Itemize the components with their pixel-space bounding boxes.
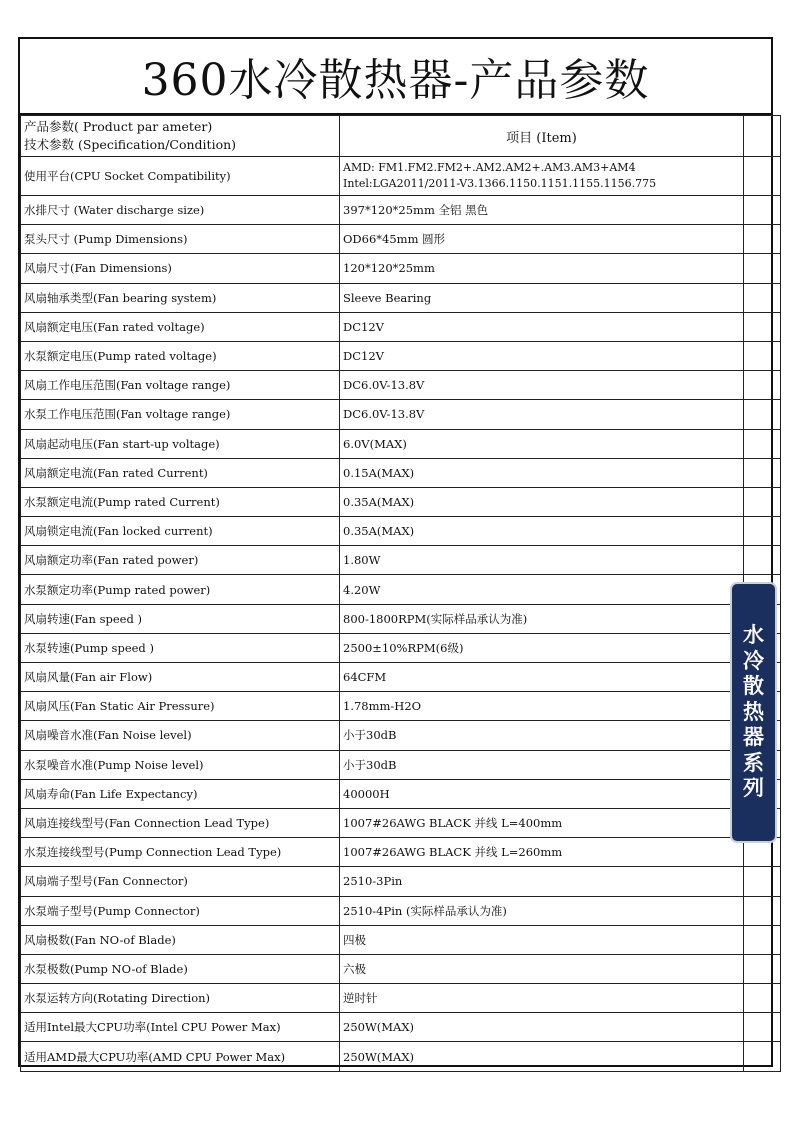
table-row	[21, 925, 781, 954]
spec-value: 1.80W	[340, 546, 744, 575]
table-row	[21, 254, 781, 283]
spec-value: 小于30dB	[340, 750, 744, 779]
blank-cell	[744, 867, 781, 896]
spec-value: 0.35A(MAX)	[340, 487, 744, 516]
header-param-cell	[21, 116, 340, 157]
table-row	[21, 867, 781, 896]
spec-label: 风扇极数(Fan NO-of Blade)	[21, 925, 340, 954]
header-param-line-2: 技术参数 (Specification/Condition)	[24, 137, 237, 152]
table-row	[21, 1042, 781, 1071]
header-blank-cell	[744, 116, 781, 157]
blank-cell	[744, 896, 781, 925]
spec-label: 风扇寿命(Fan Life Expectancy)	[21, 779, 340, 808]
blank-cell	[744, 1042, 781, 1071]
spec-sheet	[18, 37, 773, 1067]
spec-label: 风扇额定电压(Fan rated voltage)	[21, 312, 340, 341]
table-row	[21, 954, 781, 983]
blank-cell	[744, 196, 781, 225]
table-row	[21, 779, 781, 808]
table-row	[21, 692, 781, 721]
spec-label: 风扇转速(Fan speed )	[21, 604, 340, 633]
blank-cell	[744, 341, 781, 370]
spec-label: 风扇尺寸(Fan Dimensions)	[21, 254, 340, 283]
spec-label: 水泵运转方向(Rotating Direction)	[21, 984, 340, 1013]
blank-cell	[744, 157, 781, 196]
spec-label: 水泵额定电流(Pump rated Current)	[21, 487, 340, 516]
header-param-line-1: 产品参数( Product par ameter)	[24, 119, 213, 134]
table-row	[21, 546, 781, 575]
spec-label: 泵头尺寸 (Pump Dimensions)	[21, 225, 340, 254]
spec-label: 风扇轴承类型(Fan bearing system)	[21, 283, 340, 312]
blank-cell	[744, 254, 781, 283]
header-item-cell: 项目 (Item)	[340, 116, 744, 157]
table-row	[21, 633, 781, 662]
blank-cell	[744, 371, 781, 400]
table-row	[21, 312, 781, 341]
spec-label: 风扇起动电压(Fan start-up voltage)	[21, 429, 340, 458]
spec-value: 64CFM	[340, 663, 744, 692]
spec-table	[20, 115, 781, 1072]
table-row	[21, 341, 781, 370]
blank-cell	[744, 517, 781, 546]
spec-value: 六极	[340, 954, 744, 983]
table-row	[21, 896, 781, 925]
spec-value: 6.0V(MAX)	[340, 429, 744, 458]
spec-value: 397*120*25mm 全铝 黑色	[340, 196, 744, 225]
table-row	[21, 429, 781, 458]
spec-value: 4.20W	[340, 575, 744, 604]
table-row	[21, 371, 781, 400]
spec-value: OD66*45mm 圆形	[340, 225, 744, 254]
spec-value: 0.15A(MAX)	[340, 458, 744, 487]
platform-row	[21, 157, 781, 196]
table-row	[21, 487, 781, 516]
spec-value: 1007#26AWG BLACK 并线 L=400mm	[340, 808, 744, 837]
blank-cell	[744, 312, 781, 341]
spec-value: DC6.0V-13.8V	[340, 400, 744, 429]
blank-cell	[744, 458, 781, 487]
table-row	[21, 575, 781, 604]
table-row	[21, 663, 781, 692]
spec-value: 800-1800RPM(实际样品承认为准)	[340, 604, 744, 633]
spec-label: 水泵连接线型号(Pump Connection Lead Type)	[21, 838, 340, 867]
table-row	[21, 458, 781, 487]
table-row	[21, 750, 781, 779]
spec-label: 风扇额定电流(Fan rated Current)	[21, 458, 340, 487]
series-badge	[730, 582, 777, 843]
spec-value: Sleeve Bearing	[340, 283, 744, 312]
spec-label: 风扇噪音水准(Fan Noise level)	[21, 721, 340, 750]
spec-label: 水泵极数(Pump NO-of Blade)	[21, 954, 340, 983]
spec-value: 2510-3Pin	[340, 867, 744, 896]
spec-value: 1.78mm-H2O	[340, 692, 744, 721]
table-header-row	[21, 116, 781, 157]
spec-label: 水排尺寸 (Water discharge size)	[21, 196, 340, 225]
table-row	[21, 1013, 781, 1042]
table-row	[21, 721, 781, 750]
badge-char: 冷	[743, 648, 764, 673]
spec-value: 逆时针	[340, 984, 744, 1013]
spec-label: 水泵额定功率(Pump rated power)	[21, 575, 340, 604]
badge-char: 热	[743, 699, 764, 724]
blank-cell	[744, 487, 781, 516]
table-row	[21, 196, 781, 225]
spec-value: DC6.0V-13.8V	[340, 371, 744, 400]
spec-value: 小于30dB	[340, 721, 744, 750]
spec-value: 40000H	[340, 779, 744, 808]
spec-value: 0.35A(MAX)	[340, 517, 744, 546]
spec-label: 水泵噪音水准(Pump Noise level)	[21, 750, 340, 779]
table-row	[21, 283, 781, 312]
spec-label: 水泵端子型号(Pump Connector)	[21, 896, 340, 925]
badge-char: 系	[743, 750, 764, 775]
spec-label: 风扇锁定电流(Fan locked current)	[21, 517, 340, 546]
platform-value-intel: Intel:LGA2011/2011-V3.1366.1150.1151.1155.1156.775	[343, 177, 657, 190]
spec-label: 适用AMD最大CPU功率(AMD CPU Power Max)	[21, 1042, 340, 1071]
spec-label: 水泵转速(Pump speed )	[21, 633, 340, 662]
spec-value: 2500±10%RPM(6级)	[340, 633, 744, 662]
spec-value: DC12V	[340, 341, 744, 370]
blank-cell	[744, 283, 781, 312]
spec-label: 风扇工作电压范围(Fan voltage range)	[21, 371, 340, 400]
table-row	[21, 400, 781, 429]
blank-cell	[744, 954, 781, 983]
blank-cell	[744, 1013, 781, 1042]
spec-label: 风扇连接线型号(Fan Connection Lead Type)	[21, 808, 340, 837]
spec-value: 250W(MAX)	[340, 1042, 744, 1071]
platform-value-amd: AMD: FM1.FM2.FM2+.AM2.AM2+.AM3.AM3+AM4	[343, 161, 636, 174]
blank-cell	[744, 925, 781, 954]
spec-value: 1007#26AWG BLACK 并线 L=260mm	[340, 838, 744, 867]
spec-label: 风扇风压(Fan Static Air Pressure)	[21, 692, 340, 721]
page-title: 360水冷散热器-产品参数	[20, 39, 771, 115]
platform-label: 使用平台(CPU Socket Compatibility)	[21, 157, 340, 196]
spec-value: DC12V	[340, 312, 744, 341]
spec-label: 风扇端子型号(Fan Connector)	[21, 867, 340, 896]
table-row	[21, 517, 781, 546]
table-row	[21, 838, 781, 867]
badge-char: 散	[743, 674, 764, 699]
blank-cell	[744, 546, 781, 575]
spec-value: 120*120*25mm	[340, 254, 744, 283]
spec-label: 风扇风量(Fan air Flow)	[21, 663, 340, 692]
table-row	[21, 225, 781, 254]
spec-label: 水泵工作电压范围(Fan voltage range)	[21, 400, 340, 429]
spec-value: 2510-4Pin (实际样品承认为准)	[340, 896, 744, 925]
platform-value	[340, 157, 744, 196]
table-row	[21, 808, 781, 837]
spec-label: 水泵额定电压(Pump rated voltage)	[21, 341, 340, 370]
table-row	[21, 984, 781, 1013]
table-row	[21, 604, 781, 633]
blank-cell	[744, 429, 781, 458]
spec-value: 250W(MAX)	[340, 1013, 744, 1042]
spec-value: 四极	[340, 925, 744, 954]
blank-cell	[744, 225, 781, 254]
blank-cell	[744, 984, 781, 1013]
badge-char: 列	[743, 776, 764, 801]
badge-char: 器	[743, 725, 764, 750]
spec-label: 风扇额定功率(Fan rated power)	[21, 546, 340, 575]
badge-char: 水	[743, 623, 764, 648]
blank-cell	[744, 400, 781, 429]
spec-label: 适用Intel最大CPU功率(Intel CPU Power Max)	[21, 1013, 340, 1042]
